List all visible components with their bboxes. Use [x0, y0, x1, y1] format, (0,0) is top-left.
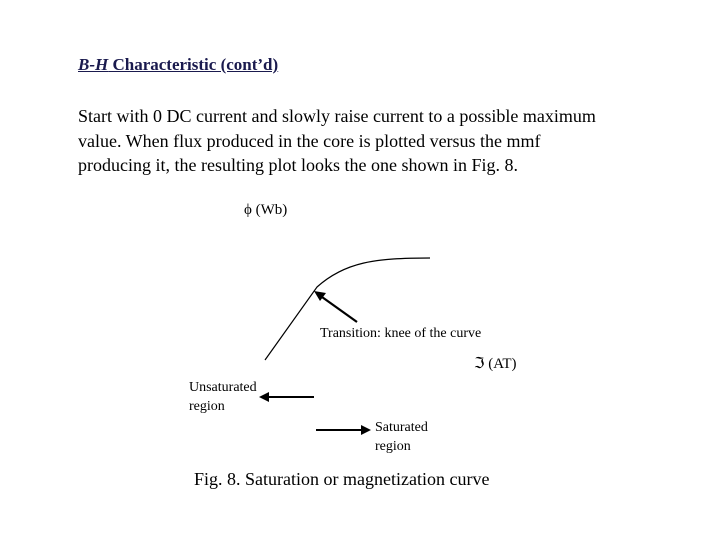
saturated-line-1: Saturated [375, 420, 428, 435]
knee-pointer-arrow [322, 297, 357, 322]
saturated-arrowhead [361, 425, 371, 435]
unsaturated-arrowhead [259, 392, 269, 402]
magnetization-curve [265, 258, 430, 360]
unsaturated-line-2: region [189, 399, 225, 414]
title-italic-part: B-H [78, 55, 109, 74]
body-line-1: Start with 0 DC current and slowly raise current to a possible maximum [78, 106, 596, 126]
mmf-axis-label: ℑ (AT) [474, 356, 517, 372]
saturated-line-2: region [375, 439, 411, 454]
knee-label: Transition: knee of the curve [320, 326, 482, 341]
title-rest-part: Characteristic (cont’d) [108, 55, 279, 74]
flux-axis-label: ϕ (Wb) [244, 202, 288, 218]
figure-caption: Fig. 8. Saturation or magnetization curve [194, 469, 490, 489]
body-line-2: value. When flux produced in the core is plotted versus the mmf [78, 130, 541, 151]
unsaturated-line-1: Unsaturated [189, 380, 257, 395]
saturated-region-label [375, 418, 428, 456]
unsaturated-region-label [189, 378, 257, 416]
body-line-3: producing it, the resulting plot looks the one shown in Fig. 8. [78, 155, 518, 175]
